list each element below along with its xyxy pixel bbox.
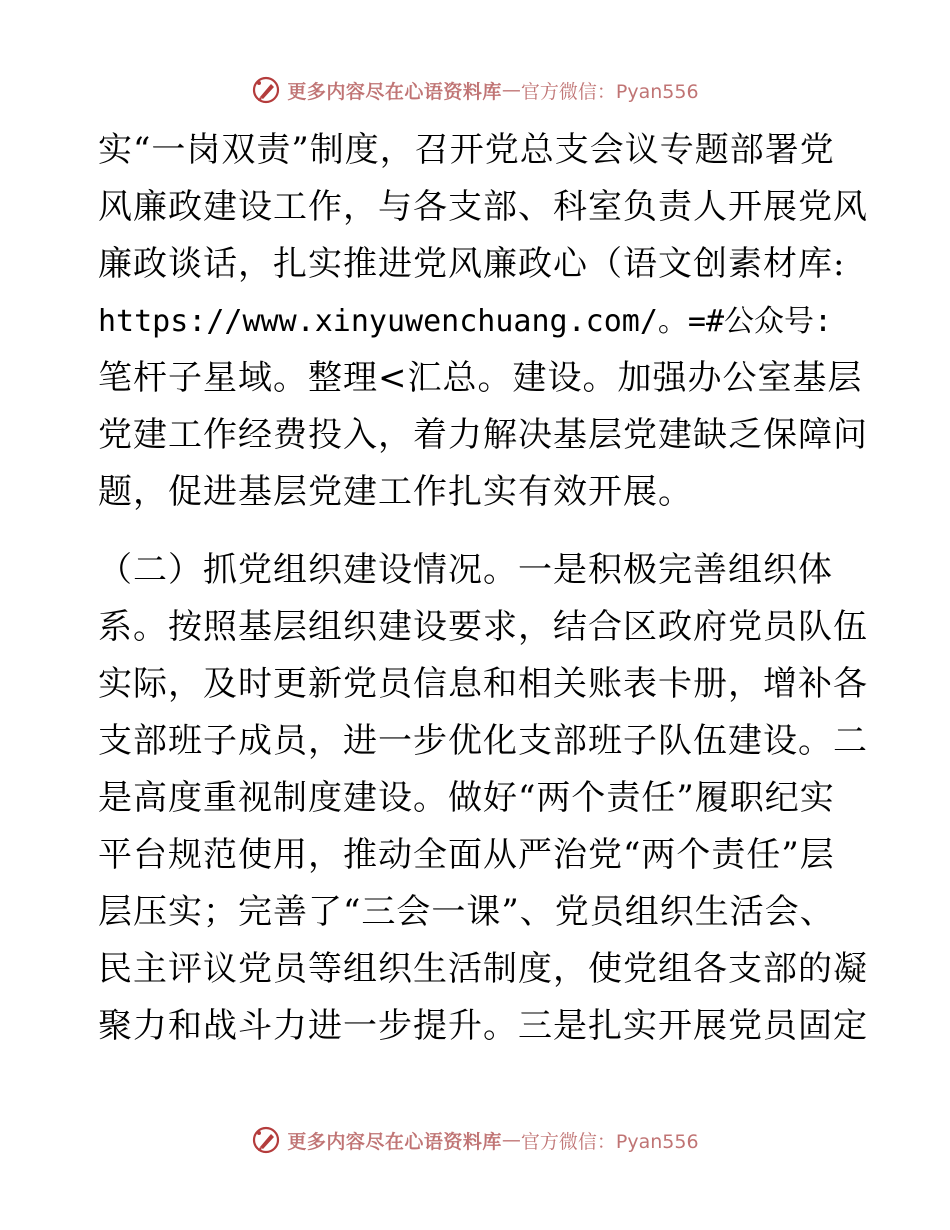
text-line: 笔杆子星域。整理<汇总。建设。加强办公室基层 [98, 358, 863, 398]
watermark-brand-text: 更多内容尽在心语资料库 [287, 1130, 502, 1153]
document-body [98, 122, 868, 1055]
pen-logo-icon [251, 75, 281, 105]
header-watermark-banner [0, 70, 950, 110]
text-line: 党建工作经费投入，着力解决基层党建缺乏保障问 [98, 415, 868, 455]
pen-logo-icon [251, 1125, 281, 1155]
paragraph-gap [98, 521, 858, 542]
text-line: 支部班子成员，进一步优化支部班子队伍建设。二 [98, 721, 868, 761]
text-line: 廉政谈话，扎实推进党风廉政心（语文创素材库: [98, 244, 846, 284]
text-line: 平台规范使用，推动全面从严治党“两个责任”层 [98, 835, 835, 875]
text-line: 是高度重视制度建设。做好“两个责任”履职纪实 [98, 778, 835, 818]
watermark-separator: — [501, 1129, 521, 1151]
text-line: （二）抓党组织建设情况。一是积极完善组织体 [98, 550, 833, 590]
text-line-url: https://www.xinyuwenchuang.com/。=#公众号: [98, 304, 833, 339]
paragraph-2 [98, 542, 868, 1055]
text-line: 风廉政建设工作，与各支部、科室负责人开展党风 [98, 187, 868, 227]
watermark-brand-text: 更多内容尽在心语资料库 [287, 80, 502, 103]
text-line: 实际，及时更新党员信息和相关账表卡册，增补各 [98, 664, 868, 704]
text-line: 民主评议党员等组织生活制度，使党组各支部的凝 [98, 949, 868, 989]
watermark-separator: — [501, 79, 521, 101]
watermark-contact-text: 官方微信：Pyan556 [520, 80, 699, 103]
footer-watermark-banner [0, 1120, 950, 1160]
text-line: 聚力和战斗力进一步提升。三是扎实开展党员固定 [98, 1006, 868, 1046]
text-line: 实“一岗双责”制度，召开党总支会议专题部署党 [98, 130, 835, 170]
text-line: 层压实；完善了“三会一课”、党员组织生活会、 [98, 892, 835, 932]
text-line: 系。按照基层组织建设要求，结合区政府党员队伍 [98, 607, 868, 647]
text-line: 题，促进基层党建工作扎实有效开展。 [98, 472, 693, 512]
watermark-contact-text: 官方微信：Pyan556 [520, 1130, 699, 1153]
paragraph-1 [98, 122, 868, 521]
